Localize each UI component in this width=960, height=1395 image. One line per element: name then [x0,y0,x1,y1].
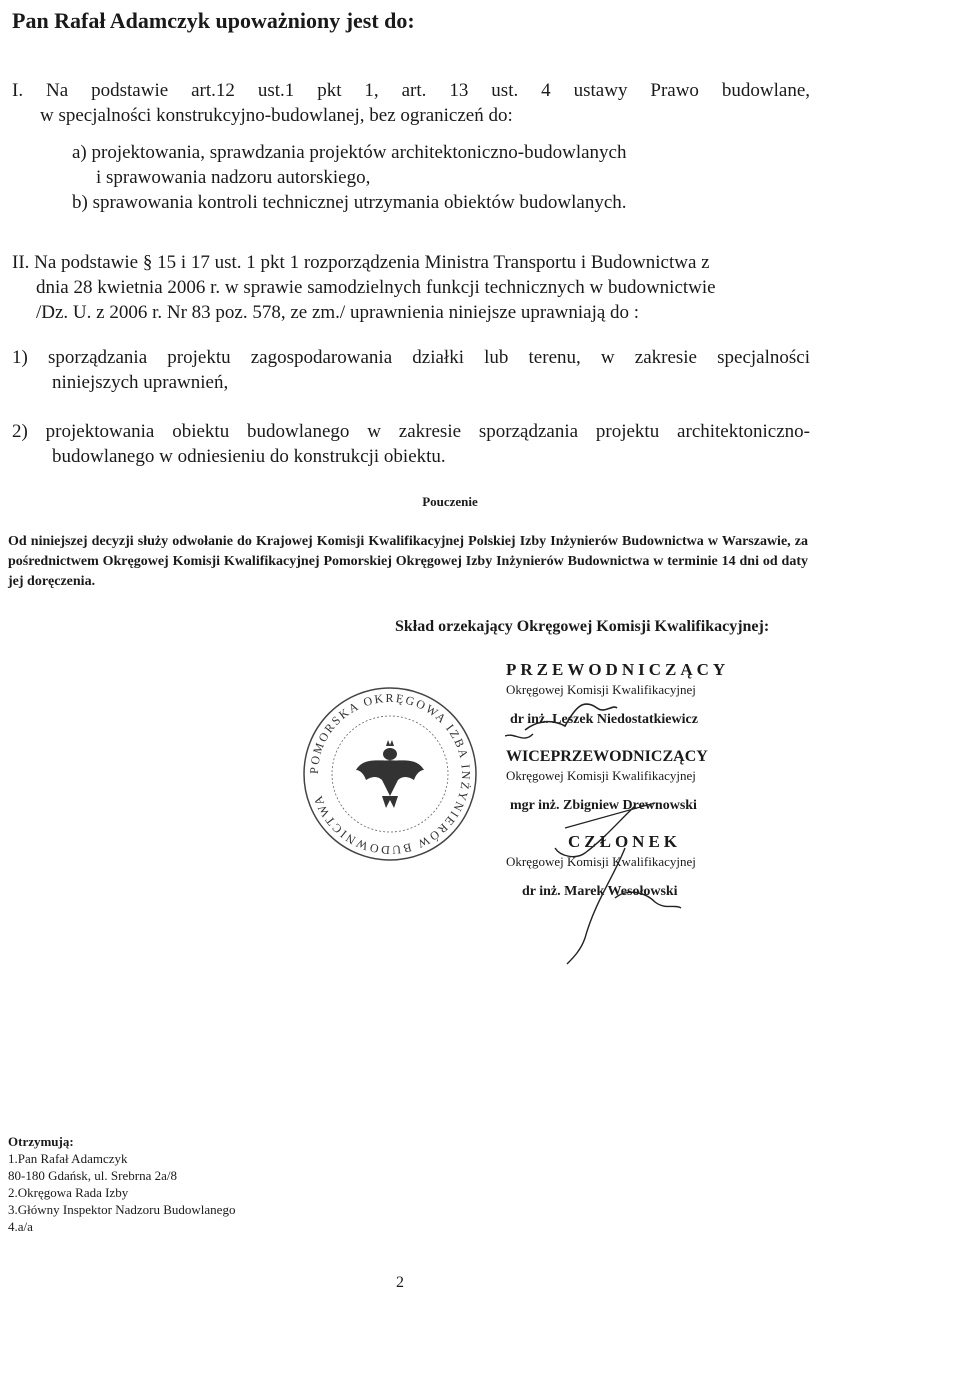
section-2-item1-line2: niniejszych uprawnień, [52,372,229,393]
chair-org: Okręgowej Komisji Kwalifikacyjnej [506,682,696,697]
vice-signature-stroke-2 [565,803,655,828]
section-1 [12,78,812,215]
page-number: 2 [396,1274,404,1291]
official-seal [300,684,480,864]
chair-name: dr inż. Leszek Niedostatkiewicz [510,712,698,727]
member-role: CZŁONEK [568,832,682,851]
member-org: Okręgowej Komisji Kwalifikacyjnej [506,854,696,869]
document-header: Pan Rafał Adamczyk upoważniony jest do: [12,8,415,33]
recipient-item: 3.Główny Inspektor Nadzoru Budowlanego [8,1202,236,1217]
chair-role: PRZEWODNICZĄCY [506,660,730,679]
section-2-item2-line1: 2) projektowania obiektu budowlanego w zakresie sporządzania projektu architektoniczno- [12,421,810,442]
section-2-item2-line2: budowlanego w odniesieniu do konstrukcji obiektu. [52,446,446,467]
chair-signature-stroke-2 [505,734,533,738]
member-name: dr inż. Marek Wesołowski [522,884,678,899]
member-signature-stroke-2 [615,892,681,908]
pouczenie-text: Od niniejszej decyzji służy odwołanie do Krajowej Komisji Kwalifikacyjnej Polskiej Izby Inżynierów Budownictwa w Warszawie, za pośrednictwem Okręgowej Komisji Kwalifikacyjnej Pomorskiej Okręgowej Izby Inżynierów Budownictwa w terminie 14 dni od daty jej doręczenia. [8,534,808,589]
committee-title: Skład orzekający Okręgowej Komisji Kwalifikacyjnej: [395,618,770,635]
eagle-emblem-icon [356,740,424,808]
section-2-line2: dnia 28 kwietnia 2006 r. w sprawie samodzielnych funkcji technicznych w budownictwie [36,277,716,298]
vice-name: mgr inż. Zbigniew Drewnowski [510,798,697,813]
recipient-item: 1.Pan Rafał Adamczyk [8,1151,128,1166]
recipient-item: 2.Okręgowa Rada Izby [8,1185,129,1200]
vice-org: Okręgowej Komisji Kwalifikacyjnej [506,768,696,783]
seal-text: POMORSKA OKRĘGOWA IZBA INŻYNIERÓW BUDOWNICTWA [306,690,474,858]
section-1-item-a-line2: i sprawowania nadzoru autorskiego, [96,167,371,188]
section-1-intro-line2: w specjalności konstrukcyjno-budowlanej, bez ograniczeń do: [40,105,513,126]
vice-role: WICEPRZEWODNICZĄCY [506,748,708,765]
signatures-handwriting [505,688,765,968]
chair-signature-stroke [525,704,617,730]
member-signature-stroke [567,848,625,964]
section-2-line3: /Dz. U. z 2006 r. Nr 83 poz. 578, ze zm./ uprawnienia niniejsze uprawniają do : [36,302,640,323]
section-1-intro-line1: I. Na podstawie art.12 ust.1 pkt 1, art. 13 ust. 4 ustawy Prawo budowlane, [12,80,810,101]
section-2 [12,250,812,469]
recipients-title: Otrzymują: [8,1134,74,1149]
pouczenie-title: Pouczenie [422,494,478,509]
section-1-item-b: b) sprawowania kontroli technicznej utrzymania obiektów budowlanych. [72,192,627,213]
recipients [8,1133,235,1235]
section-2-item1-line1: 1) sporządzania projektu zagospodarowania działki lub terenu, w zakresie specjalności [12,347,810,368]
recipient-item: 4.a/a [8,1219,33,1234]
section-2-line1: II. Na podstawie § 15 i 17 ust. 1 pkt 1 rozporządzenia Ministra Transportu i Budownictwa z [12,252,710,273]
vice-signature-stroke [555,806,635,857]
section-1-item-a-line1: a) projektowania, sprawdzania projektów architektoniczno-budowlanych [72,142,627,163]
recipient-item: 80-180 Gdańsk, ul. Srebrna 2a/8 [8,1168,177,1183]
